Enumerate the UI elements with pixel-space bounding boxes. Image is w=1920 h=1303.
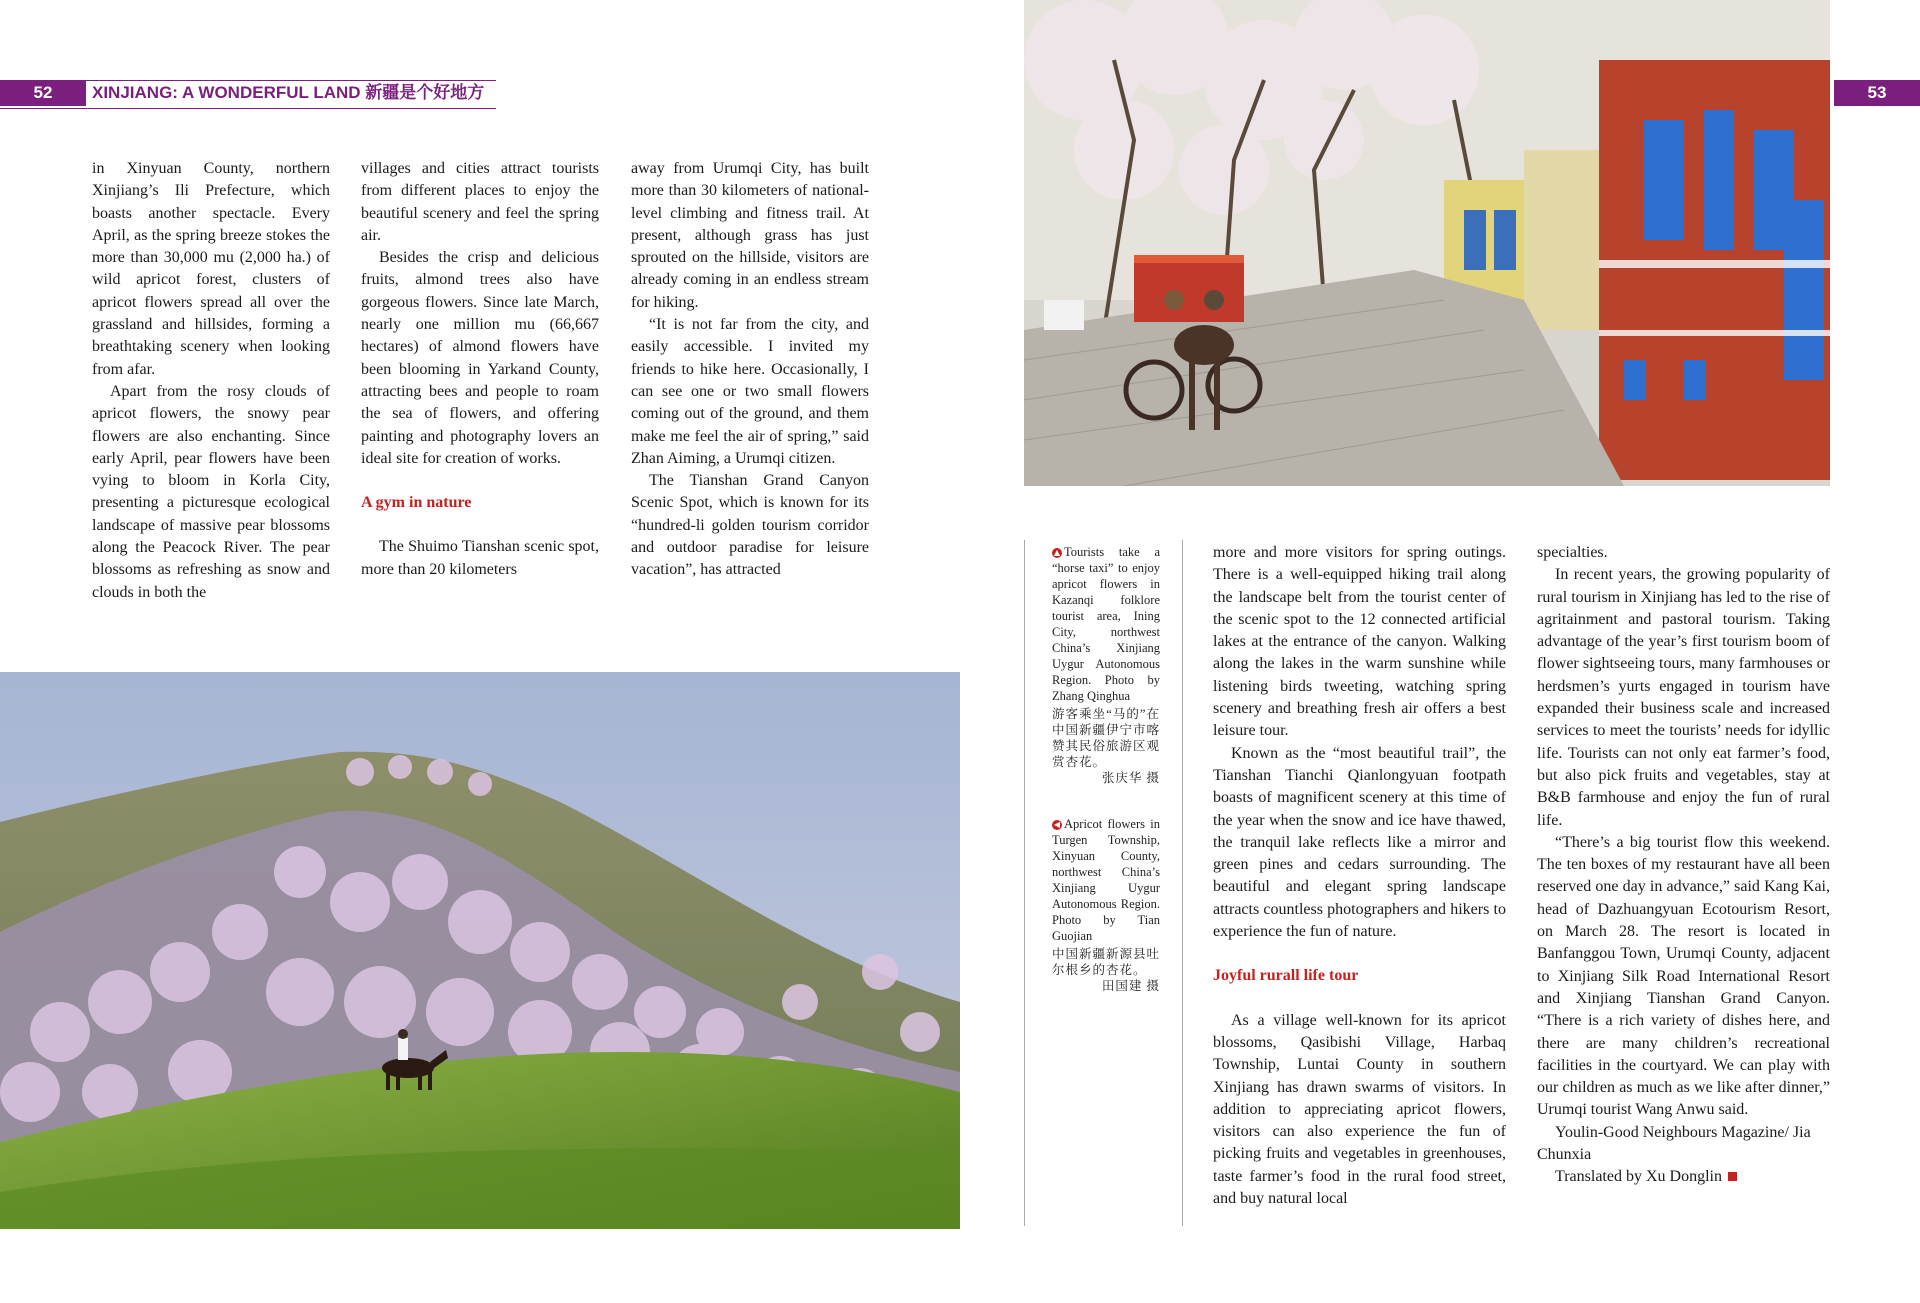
- byline: Youlin-Good Neighbours Magazine/ Jia Chunxia: [1537, 1123, 1811, 1164]
- paragraph: away from Urumqi City, has built more than 30 kilometers of national-level climbing and fitness trail. At present, although grass has just sprouted on the hillside, visitors are already coming in an endless stream for hiking.: [631, 160, 869, 311]
- caption-english: [1052, 816, 1160, 944]
- caption-credit: 张庆华 摄: [1101, 771, 1160, 785]
- paragraph: in Xinyuan County, northern Xinjiang’s Ili Prefecture, which boasts another spectacle. Every April, as the spring breeze stokes the more than 30,000 mu (2,000 ha.) of wild apricot forest, clusters of apricot flowers spread all over the grassland and hillsides, forming a breathtaking scenery when looking from afar.: [92, 160, 330, 378]
- paragraph: Besides the crisp and delicious fruits, almond trees also have gorgeous flowers. Since late March, nearly one million mu (66,667 hectares) of almond flowers have been blooming in Yarkand County, attracting bees and people to roam the sea of flowers, and offering painting and photography lovers an ideal site for creation of works.: [361, 249, 599, 467]
- running-header-title: XINJIANG: A WONDERFUL LAND 新疆是个好地方: [92, 83, 485, 102]
- caption-divider-right: [1182, 540, 1183, 1226]
- horse-taxi-illustration: [1024, 0, 1830, 486]
- article-column-2: [361, 158, 599, 581]
- end-of-article-mark: [1728, 1172, 1737, 1181]
- header-rule-bottom: [0, 108, 496, 109]
- paragraph: “It is not far from the city, and easily accessible. I invited my friends to hike here. Occasionally, I can see one or two small flowers coming out of the ground, and them make me feel the air of spring,” said Zhan Aiming, a Urumqi citizen.: [631, 316, 869, 467]
- caption-divider-left: [1024, 540, 1025, 1226]
- apricot-hillside-photo: [0, 672, 960, 1229]
- paragraph: In recent years, the growing popularity of rural tourism in Xinjiang has led to the rise of agritainment and pastoral tourism. Taking advantage of the year’s first tourism boom of flower sightseeing tours, many farmhouses or herdsmen’s yurts engaged in tourism have expanded their business scale and increased services to meet the tourists’ needs for idyllic life. Tourists can not only eat farmer’s food, but also pick fruits and vegetables, stay at B&B farmhouse and enjoy the fun of rural life.: [1537, 566, 1830, 829]
- page-number-right: 53: [1834, 80, 1920, 106]
- page-number-left: 52: [0, 80, 86, 106]
- caption-text: Apricot flowers in Turgen Township, Xinyuan County, northwest China’s Xinjiang Uygur Autonomous Region. Photo by Tian Guojian: [1052, 817, 1160, 943]
- article-column-1: [92, 158, 330, 604]
- paragraph: specialties.: [1537, 544, 1608, 561]
- caption-english: [1052, 544, 1160, 704]
- paragraph: Known as the “most beautiful trail”, the Tianshan Tianchi Qianlongyuan footpath boasts of magnificent scenery at this time of the year when the snow and ice have thawed, the tranquil lake reflects like a mirror and green pines and cedars surrounding. The beautiful and elegant spring landscape attracts countless photographers and hikers to experience the fun of nature.: [1213, 744, 1506, 941]
- translator-line: [1537, 1166, 1830, 1188]
- caption-chinese: 中国新疆新源县吐尔根乡的杏花。: [1052, 947, 1161, 977]
- paragraph: Apart from the rosy clouds of apricot flowers, the snowy pear flowers are also enchanting. Since early April, pear flowers have been vying to bloom in Korla City, presenting a picturesque ecological landscape of massive pear blossoms along the Peacock River. The pear blossoms as refreshing as snow and clouds in both the: [92, 382, 330, 601]
- section-heading: Joyful rurall life tour: [1213, 967, 1359, 985]
- horse-taxi-street-photo: [1024, 0, 1830, 486]
- paragraph: As a village well-known for its apricot blossoms, Qasibishi Village, Harbaq Township, Luntai County in southern Xinjiang has drawn swarms of visitors. In addition to appreciating apricot flowers, visitors can also experience the fun of picking fruits and vegetables in greenhouses, taste farmer’s food in the rural food street, and buy natural local: [1213, 1011, 1506, 1208]
- photo-caption-1: [1052, 544, 1160, 786]
- paragraph: The Tianshan Grand Canyon Scenic Spot, which is known for its “hundred-li golden tourism corridor and outdoor paradise for leisure vacation”, has attracted: [631, 472, 869, 579]
- photo-caption-2: [1052, 816, 1160, 994]
- section-heading: A gym in nature: [361, 494, 472, 512]
- arrow-left-icon: ◀: [1053, 820, 1061, 829]
- caption-chinese: 游客乘坐“马的”在中国新疆伊宁市喀赞其民俗旅游区观赏杏花。: [1052, 707, 1161, 769]
- caption-credit: 田国建 摄: [1101, 979, 1160, 993]
- article-column-3: [631, 158, 869, 582]
- article-column-4: [1213, 542, 1506, 1210]
- paragraph: more and more visitors for spring outings. There is a well-equipped hiking trail along the landscape belt from the tourist center of the scenic spot to the 12 connected artificial lakes at the entrance of the canyon. Walking along the lakes in the warm sunshine while listening birds tweeting, watching spring scenery and breathing fresh air offers a best leisure tour.: [1213, 544, 1506, 740]
- paragraph: The Shuimo Tianshan scenic spot, more than 20 kilometers: [361, 538, 599, 578]
- caption-text: Tourists take a “horse taxi” to enjoy apricot flowers in Kazanqi folklore tourist area, Ining City, northwest China’s Xinjiang Uygur Autonomous Region. Photo by Zhang Qinghua: [1052, 545, 1160, 703]
- paragraph: villages and cities attract tourists from different places to enjoy the beautiful scenery and feel the spring air.: [361, 160, 599, 244]
- article-column-5: [1537, 542, 1830, 1189]
- apricot-hillside-illustration: [0, 672, 960, 1229]
- paragraph: “There’s a big tourist flow this weekend. The ten boxes of my restaurant have all been reserved one day in advance,” said Kang Kai, head of Dazhuangyuan Ecotourism Resort, on March 28. The resort is located in Banfanggou Town, Urumqi County, adjacent to Xinjiang Silk Road International Resort and Xinjiang Tianshan Grand Canyon. “There is a rich variety of dishes here, and there are many children’s recreational facilities in the courtyard. We can play with our children as much as we like after dinner,” Urumqi tourist Wang Anwu said.: [1537, 833, 1830, 1119]
- translator-text: Translated by Xu Donglin: [1555, 1168, 1722, 1186]
- arrow-up-icon: ▲: [1053, 548, 1061, 557]
